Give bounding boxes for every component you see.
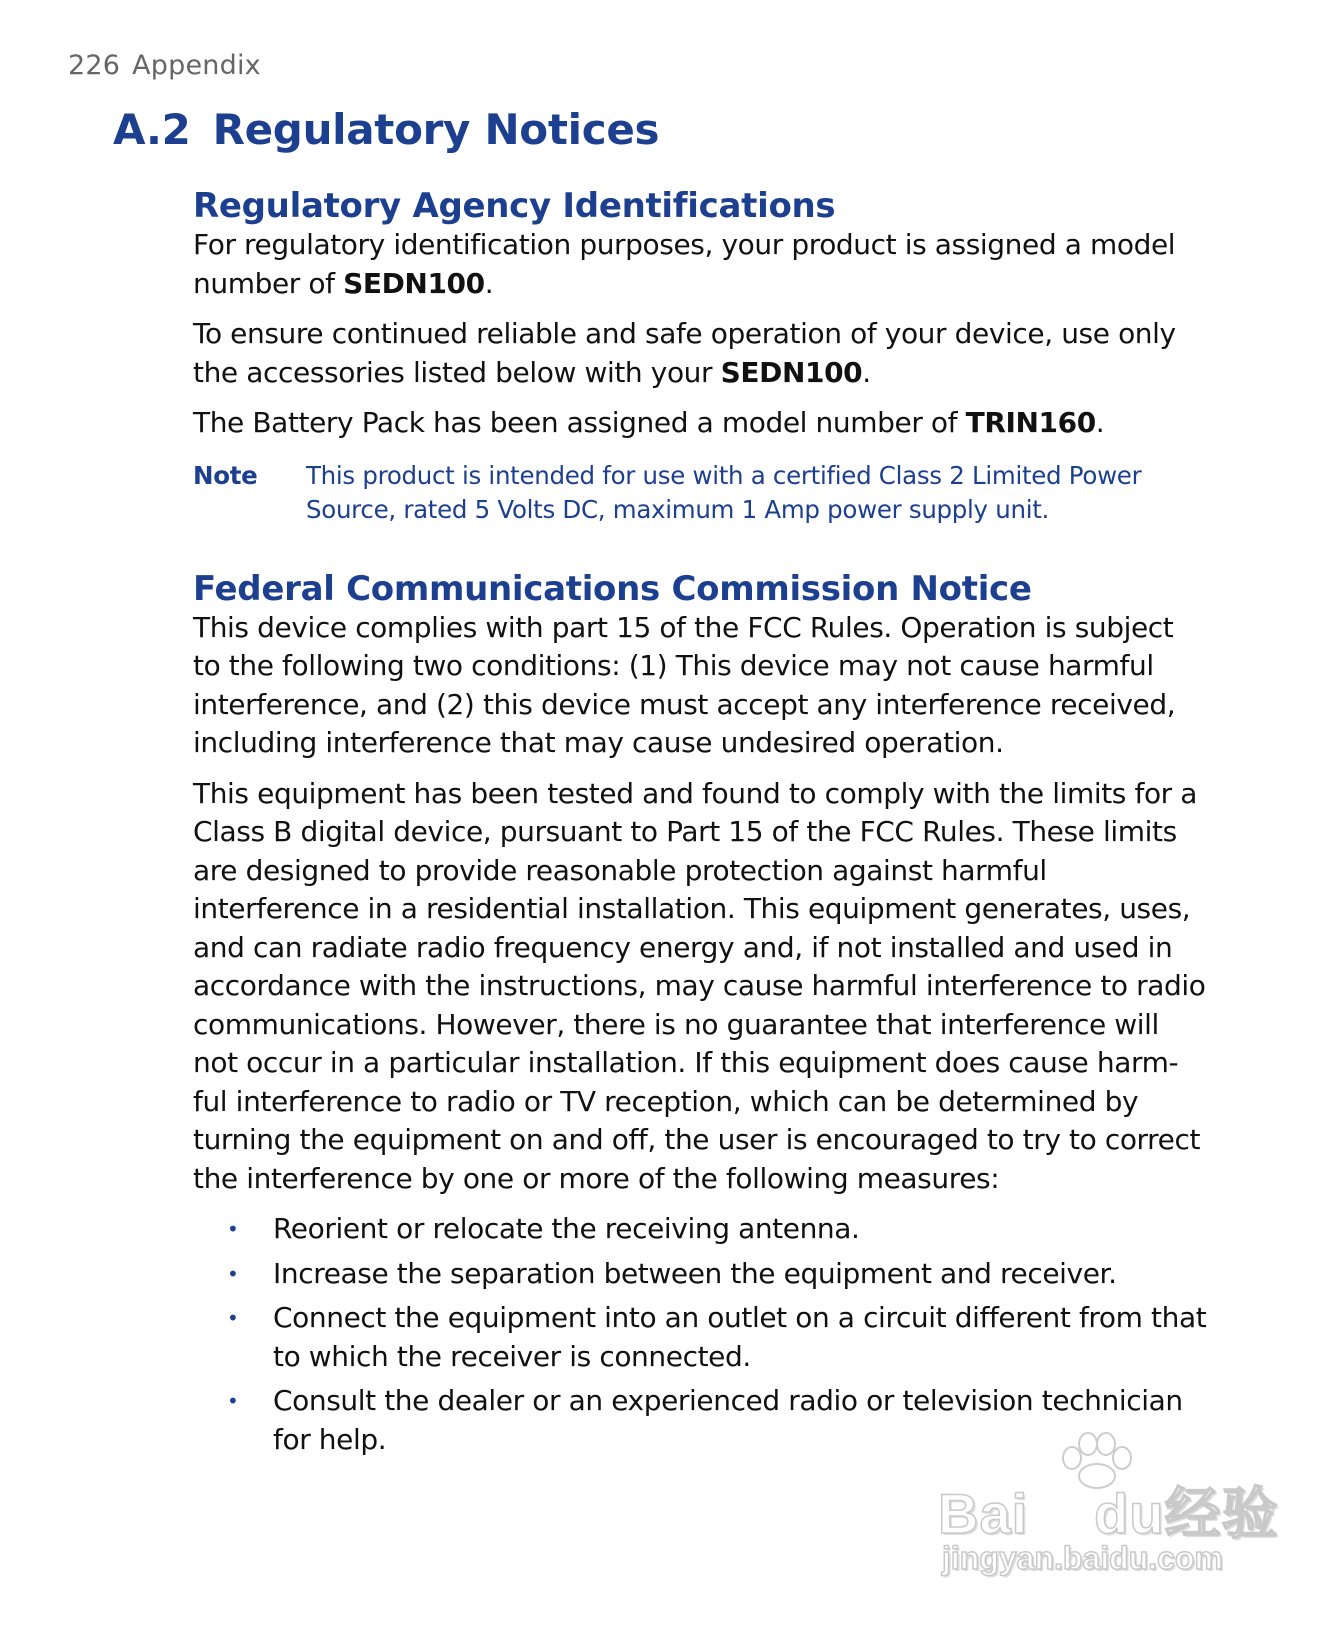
bullet-icon: • (227, 1261, 239, 1286)
agency-paragraph-2: To ensure continued reliable and safe operation of your device, use only the accessories listed below with your SEDN100. (193, 317, 1176, 389)
model-number: SEDN100 (720, 355, 863, 389)
fcc-heading: Federal Communications Commission Notice (193, 568, 1032, 609)
fcc-paragraph-1: This device complies with part 15 of the FCC Rules. Operation is subject to the following two conditions: (1) This device may not cause harmful interference, and (2) this device must accept any interference received, including interference that may cause undesired operation. (193, 610, 1176, 759)
list-item: • Reorient or relocate the receiving antenna. (193, 1210, 1208, 1249)
fcc-paragraph-2: This equipment has been tested and found to comply with the limits for a Class B digital device, pursuant to Part 15 of the FCC Rules. These limits are designed to provide reasonable protection against harmful interference in a residential installation. This equipment generates, uses, and can radiate radio frequency energy and, if not installed and used in accordance with the instructions, may cause harmful interference to radio communications. However, there is no guarantee that interference will not occur in a particular installation. If this equipment does cause harm-ful interference to radio or TV reception, which can be determined by turning the equipment on and off, the user is encouraged to try to correct the interference by one or more of the following measures: (193, 776, 1206, 1195)
bullet-icon: • (227, 1306, 239, 1330)
battery-model-number: TRIN160 (965, 406, 1096, 439)
chapter-name: Appendix (132, 50, 261, 81)
section-title-text: Regulatory Notices (212, 105, 660, 154)
main-content (193, 186, 1208, 1465)
power-note (193, 459, 1208, 527)
watermark-url: jingyan.baidu.com (942, 1540, 1223, 1576)
baidu-watermark (938, 1430, 1279, 1580)
section-title (113, 105, 659, 154)
list-item: • Consult the dealer or an experienced radio or television technician for help. (227, 1384, 1183, 1456)
list-item: • Connect the equipment into an outlet on a circuit different from that to which the receiver is connected. (227, 1301, 1207, 1373)
section-number: A.2 (113, 105, 191, 154)
page-number: 226 (68, 50, 121, 81)
fcc-measures-list (193, 1210, 1208, 1459)
watermark-brand: Bai du经验 (938, 1482, 1279, 1545)
bullet-icon: • (227, 1217, 239, 1241)
note-text: This product is intended for use with a certified Class 2 Limited Power Source, rated 5 Volts DC, maximum 1 Amp power supply unit. (306, 460, 1142, 524)
bullet-icon: • (227, 1389, 239, 1413)
list-item: • Increase the separation between the equipment and receiver. (193, 1255, 1208, 1294)
note-label: Note (193, 460, 258, 490)
model-number: SEDN100 (343, 266, 485, 300)
agency-paragraph-3: The Battery Pack has been assigned a model number of TRIN160. (193, 406, 1105, 439)
page-header (68, 50, 261, 81)
agency-paragraph-1: For regulatory identification purposes, your product is assigned a model number of SEDN100. (193, 228, 1176, 300)
agency-heading: Regulatory Agency Identifications (193, 186, 836, 226)
